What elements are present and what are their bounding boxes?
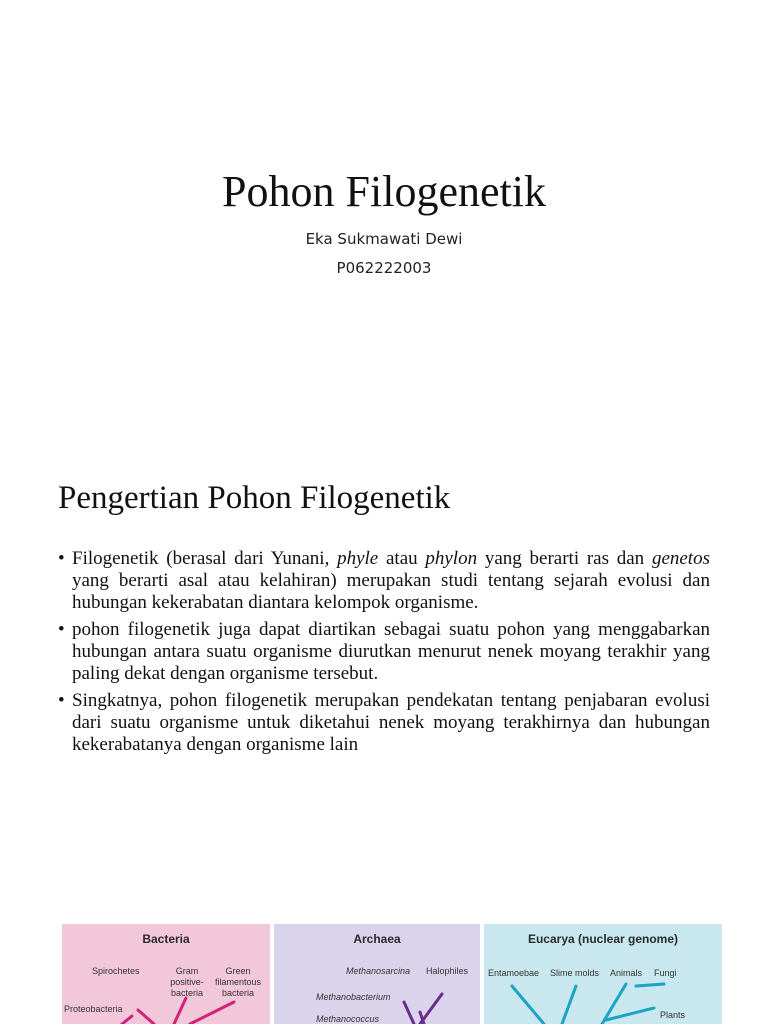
tree-label: Methanococcus (316, 1014, 380, 1024)
tree-label: Plants (660, 1010, 686, 1020)
bacteria-branches (62, 924, 270, 1024)
tree-label: Gram positive-bacteria (170, 966, 204, 998)
bullet-item (58, 690, 710, 756)
title-slide (0, 0, 768, 432)
bacteria-panel (62, 924, 270, 1024)
section-heading: Pengertian Pohon Filogenetik (58, 480, 451, 516)
archaea-title: Archaea (353, 932, 401, 946)
bullet-list (58, 548, 710, 761)
tree-label: Fungi (654, 968, 677, 978)
eucarya-title: Eucarya (nuclear genome) (527, 932, 679, 946)
bullet-item (58, 548, 710, 614)
tree-label: Methanosarcina (346, 966, 411, 976)
tree-label: Spirochetes (92, 966, 140, 976)
slide-title: Pohon Filogenetik (222, 167, 546, 216)
bullet-text: pohon filogenetik juga dapat diartikan sebagai suatu pohon yang menggabarkan hubungan antara suatu organisme diurutkan menurut nenek moyang terakhir yang paling dekat dengan organisme tersebut. (72, 619, 710, 684)
eucarya-panel (484, 924, 722, 1024)
student-id: P062222003 (336, 259, 432, 277)
archaea-panel (274, 924, 480, 1024)
bullet-icon: • (58, 619, 65, 640)
definition-slide (0, 432, 768, 892)
tree-label: Entamoebae (488, 968, 540, 978)
phylogenetic-tree-figure (62, 924, 722, 1024)
bullet-text: Filogenetik (berasal dari Yunani, phyle atau phylon yang berarti ras dan genetos yang berarti asal atau kelahiran) merupakan studi tentang sejarah evolusi dan hubungan kekerabatan diantara kelompok organisme. (72, 548, 710, 613)
tree-slide (0, 892, 768, 1024)
bacteria-title: Bacteria (142, 932, 190, 946)
archaea-branches (274, 924, 480, 1024)
tree-label: Slime molds (550, 968, 600, 978)
eucarya-branches (484, 924, 722, 1024)
author-name: Eka Sukmawati Dewi (305, 230, 463, 248)
tree-label: Proteobacteria (64, 1004, 123, 1014)
bullet-item (58, 619, 710, 685)
tree-label: Halophiles (426, 966, 469, 976)
tree-label: Animals (610, 968, 643, 978)
tree-label: Green filamentous bacteria (214, 966, 262, 998)
bullet-text: Singkatnya, pohon filogenetik merupakan pendekatan tentang penjabaran evolusi dari suatu organisme untuk diketahui nenek moyang terakhirnya dan hubungan kekerabatanya dengan organisme lain (72, 690, 710, 755)
bullet-icon: • (58, 690, 65, 711)
tree-label: Methanobacterium (316, 992, 391, 1002)
bullet-icon: • (58, 548, 65, 569)
